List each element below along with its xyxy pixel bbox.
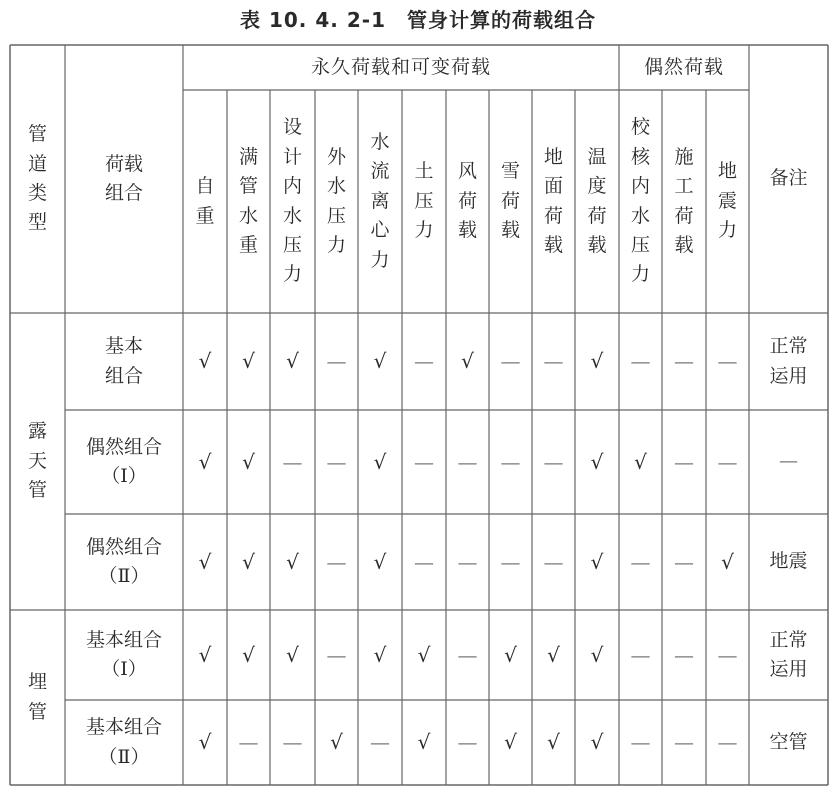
header-load-char: 外 (326, 145, 346, 168)
header-load-char: 震 (717, 189, 737, 212)
header-load-char: 计 (282, 145, 302, 168)
load-mark-cell: √ (373, 549, 387, 574)
header-load-char: 载 (500, 219, 520, 242)
load-mark-cell: — (717, 449, 738, 474)
header-load-char: 内 (630, 175, 650, 198)
load-mark-cell: — (370, 730, 390, 754)
load-mark-cell: √ (242, 549, 255, 574)
header-load-char: 荷 (543, 204, 563, 227)
header-load-column (662, 90, 706, 313)
load-mark-cell: √ (286, 549, 299, 574)
header-load-char: 管 (238, 175, 258, 198)
header-load-char: 压 (630, 233, 650, 256)
header-load-char: 水 (282, 204, 302, 227)
load-mark-cell: — (674, 349, 694, 373)
table-title: 表 10. 4. 2-1 管身计算的荷载组合 (240, 8, 596, 32)
combo-name-cell (65, 313, 183, 410)
header-load-combo-line: 组合 (104, 182, 143, 204)
load-mark-cell: — (630, 349, 651, 373)
load-mark-cell: — (457, 449, 478, 474)
load-mark-cell: √ (330, 730, 343, 754)
header-load-char: 水 (370, 130, 390, 153)
load-mark-cell: — (543, 549, 564, 574)
load-mark-cell: √ (590, 349, 604, 373)
header-load-char: 重 (238, 233, 258, 256)
load-mark-cell: — (543, 449, 564, 474)
header-load-char: 雪 (500, 160, 520, 183)
header-load-char: 设 (282, 116, 302, 139)
combo-name-cell (65, 514, 183, 610)
load-mark-cell: — (674, 730, 694, 754)
header-load-char: 力 (370, 248, 390, 271)
header-load-combo-line: 荷载 (104, 152, 143, 175)
remark-cell (749, 410, 828, 514)
header-load-column (446, 90, 489, 313)
combo-name-line: （Ⅱ） (98, 565, 150, 587)
load-mark-cell: — (326, 449, 347, 474)
pipe-type-char: 天 (27, 449, 47, 472)
header-load-char: 施 (674, 145, 694, 168)
pipe-type-char: 管 (27, 479, 47, 502)
load-mark-cell: √ (590, 642, 604, 667)
load-mark-cell: √ (198, 549, 212, 574)
header-load-char: 重 (195, 204, 215, 227)
header-pipe-type (10, 45, 65, 313)
header-load-column (532, 90, 575, 313)
header-load-column (706, 90, 749, 313)
header-load-char: 度 (587, 175, 607, 198)
header-load-char: 荷 (457, 189, 477, 212)
load-mark-cell: √ (373, 449, 387, 474)
load-mark-cell: √ (242, 349, 255, 373)
header-load-char: 载 (457, 219, 477, 242)
load-mark-cell: √ (504, 730, 517, 754)
remark-cell (749, 514, 828, 610)
load-mark-cell: √ (198, 730, 212, 754)
header-load-char: 压 (414, 189, 434, 212)
pipe-type-cell (10, 610, 65, 785)
header-load-char: 荷 (500, 189, 520, 212)
load-mark-cell: — (543, 349, 564, 373)
load-mark-cell: — (282, 730, 303, 754)
header-load-char: 水 (238, 204, 258, 227)
load-mark-cell: — (630, 730, 651, 754)
header-load-column (270, 90, 315, 313)
load-mark-cell: — (457, 642, 478, 667)
header-load-char: 工 (674, 175, 694, 198)
header-load-column (315, 90, 358, 313)
load-mark-cell: — (630, 549, 651, 574)
header-load-char: 压 (282, 233, 302, 256)
load-mark-cell: — (282, 449, 303, 474)
remark-line: 地震 (769, 550, 808, 573)
load-mark-cell: √ (242, 449, 255, 474)
header-load-char: 荷 (674, 204, 694, 227)
remark-line: — (779, 450, 798, 473)
load-mark-cell: — (674, 642, 694, 667)
header-pipe-type-char: 类 (27, 182, 47, 204)
load-mark-cell: √ (504, 642, 517, 667)
header-load-char: 载 (543, 233, 563, 256)
header-load-char: 水 (630, 204, 650, 227)
load-mark-cell: √ (417, 730, 431, 754)
header-load-char: 力 (414, 219, 434, 242)
load-mark-cell: √ (373, 349, 387, 373)
load-mark-cell: — (674, 449, 694, 474)
header-load-combo (65, 45, 183, 313)
header-load-column (575, 90, 619, 313)
load-mark-cell: √ (461, 349, 474, 373)
header-pipe-type-char: 型 (27, 211, 47, 234)
header-load-char: 力 (630, 263, 650, 286)
pipe-type-cell (10, 313, 65, 610)
pipe-type-char: 埋 (27, 671, 47, 694)
remark-line: 正常 (769, 335, 808, 358)
header-load-char: 心 (370, 219, 390, 242)
remark-line: 运用 (769, 658, 808, 680)
header-load-column (358, 90, 402, 313)
header-load-char: 离 (370, 189, 390, 212)
combo-name-line: 偶然组合 (85, 435, 162, 458)
load-mark-cell: √ (547, 642, 560, 667)
load-mark-cell: √ (634, 449, 647, 474)
combo-name-line: 基本组合 (85, 716, 162, 739)
load-mark-cell: √ (198, 349, 212, 373)
header-load-char: 压 (326, 204, 346, 227)
load-mark-cell: √ (547, 730, 560, 754)
load-mark-cell: √ (286, 642, 299, 667)
combo-name-line: 基本组合 (85, 628, 162, 651)
header-load-char: 流 (370, 160, 390, 183)
load-mark-cell: √ (721, 549, 734, 574)
header-load-char: 力 (326, 233, 346, 256)
combo-name-line: 偶然组合 (85, 535, 162, 558)
combo-name-line: （Ⅰ） (101, 465, 147, 487)
header-load-char: 校 (630, 116, 650, 139)
load-mark-cell: — (238, 730, 259, 754)
header-load-column (402, 90, 446, 313)
load-mark-cell: √ (198, 642, 212, 667)
load-mark-cell: — (500, 449, 521, 474)
header-pipe-type-char: 管 (27, 123, 47, 146)
header-load-char: 水 (326, 175, 346, 198)
combo-name-line: 组合 (104, 364, 143, 387)
combo-name-line: （Ⅱ） (98, 745, 150, 768)
load-mark-cell: √ (590, 449, 604, 474)
header-load-char: 载 (587, 233, 607, 256)
combo-name-cell (65, 610, 183, 700)
load-mark-cell: √ (417, 642, 431, 667)
combo-name-cell (65, 700, 183, 785)
header-group-permanent: 永久荷载和可变荷载 (310, 55, 491, 78)
remark-line: 空管 (769, 730, 808, 753)
load-mark-cell: √ (373, 642, 387, 667)
header-load-char: 自 (195, 175, 215, 198)
load-mark-cell: √ (286, 349, 299, 373)
load-mark-cell: — (500, 549, 521, 574)
header-load-char: 风 (457, 160, 477, 183)
header-remark: 备注 (769, 167, 808, 190)
load-mark-cell: — (414, 449, 434, 474)
load-mark-cell: — (414, 549, 434, 574)
load-mark-cell: — (457, 549, 478, 574)
remark-cell (749, 700, 828, 785)
combo-name-line: 基本 (104, 335, 143, 358)
header-load-char: 荷 (587, 204, 607, 227)
header-load-char: 地 (717, 160, 737, 183)
load-mark-cell: — (326, 349, 347, 373)
header-load-char: 满 (238, 145, 258, 168)
load-mark-cell: — (630, 642, 651, 667)
header-load-char: 地 (543, 145, 563, 168)
combo-name-cell (65, 410, 183, 514)
header-load-char: 土 (414, 160, 434, 183)
remark-line: 运用 (769, 364, 808, 387)
load-mark-cell: √ (198, 449, 212, 474)
pipe-type-char: 露 (27, 420, 47, 443)
load-mark-cell: — (717, 349, 738, 373)
combo-name-line: （Ⅰ） (101, 658, 147, 680)
header-load-column (619, 90, 662, 313)
remark-cell (749, 313, 828, 410)
header-load-char: 面 (543, 175, 563, 198)
remark-line: 正常 (769, 628, 808, 651)
remark-cell (749, 610, 828, 700)
header-load-char: 力 (282, 263, 302, 286)
load-mark-cell: — (717, 642, 738, 667)
header-load-char: 载 (674, 233, 694, 256)
load-mark-cell: — (500, 349, 521, 373)
header-load-char: 温 (587, 145, 607, 168)
load-mark-cell: — (457, 730, 478, 754)
load-mark-cell: — (326, 549, 347, 574)
pipe-type-char: 管 (27, 700, 47, 723)
header-load-column (489, 90, 532, 313)
load-mark-cell: √ (242, 642, 255, 667)
header-pipe-type-char: 道 (27, 152, 47, 175)
load-mark-cell: √ (590, 549, 604, 574)
header-load-column (183, 90, 227, 313)
header-group-accidental: 偶然荷载 (643, 55, 724, 78)
load-mark-cell: — (674, 549, 694, 574)
header-load-char: 内 (282, 175, 302, 198)
header-load-char: 力 (717, 219, 737, 242)
load-mark-cell: — (717, 730, 738, 754)
load-mark-cell: — (326, 642, 347, 667)
load-mark-cell: — (414, 349, 434, 373)
header-load-char: 核 (630, 145, 650, 168)
load-mark-cell: √ (590, 730, 604, 754)
header-load-column (227, 90, 270, 313)
